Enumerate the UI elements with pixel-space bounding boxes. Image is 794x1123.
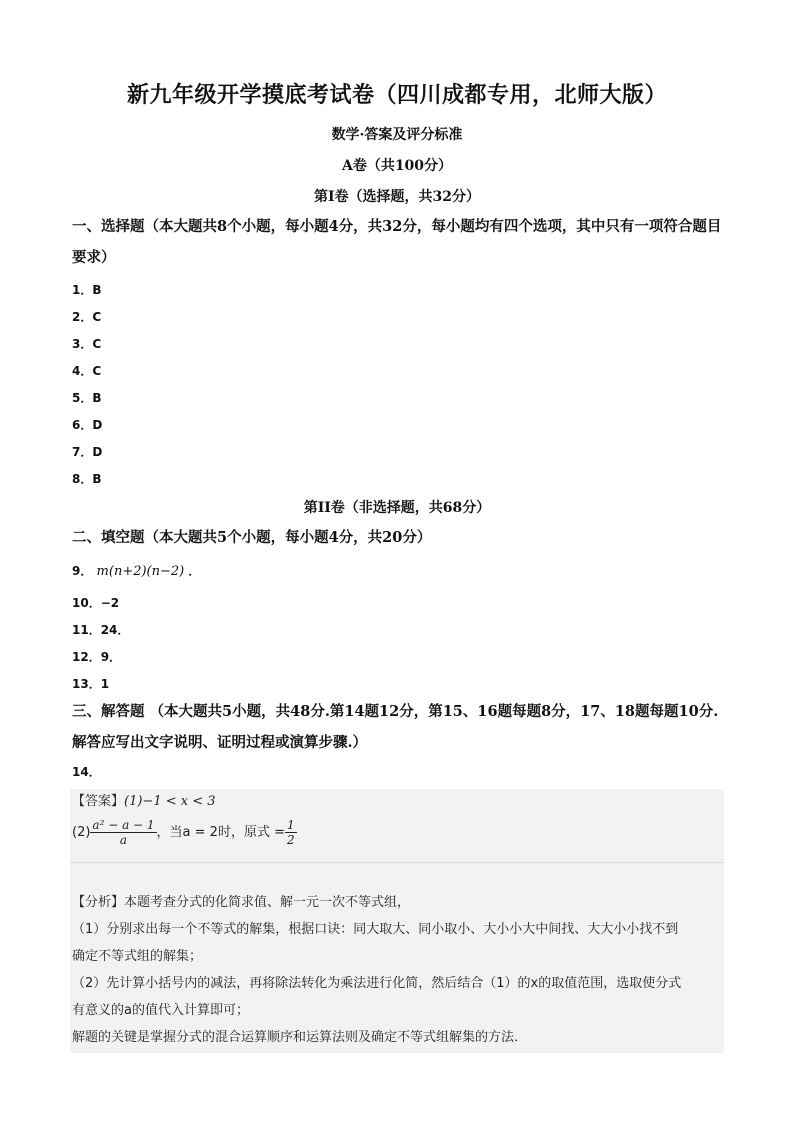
result-fraction-denominator: 2 [286,833,295,847]
fill-answer-9-expression: m(n+2)(n−2) [96,564,185,579]
fill-answer-9 [72,562,200,579]
part2-heading: 第II卷（非选择题，共68分） [303,500,491,516]
answer-fraction-numerator: a² − a − 1 [92,818,155,832]
fill-answer-10: 10．−2 [72,596,120,610]
fill-answer-9-end: ． [188,564,201,578]
choice-answer-3: 3．C [72,337,102,351]
analysis-text-1: 本题考查分式的化简求值、解一元一次不等式组， [124,895,411,910]
section2-heading: 二、填空题（本大题共5个小题，每小题4分，共20分） [72,529,432,546]
subtitle: 数学·答案及评分标准 [331,127,463,143]
answer-part2-mid: ，当a = 2时，原式 = [156,825,285,840]
answer-fraction-denominator: a [119,833,128,847]
fill-answer-11: 11．24． [72,623,130,637]
choice-answer-2: 2．C [72,310,102,324]
result-fraction-numerator: 1 [286,818,295,832]
analysis-line-5: 有意义的a的值代入计算即可； [72,1003,249,1018]
answer-part1: (1)−1 < x < 3 [124,794,216,809]
fill-answer-9-label: 9． [72,564,93,578]
analysis-line-4: （2）先计算小括号内的减法，再将除法转化为乘法进行化简，然后结合（1）的x的取值范围，选取使分式 [72,976,682,991]
choice-answer-4: 4．C [72,364,102,378]
page-title: 新九年级开学摸底考试卷（四川成都专用，北师大版） [126,82,667,108]
analysis-line-1 [72,891,722,910]
choice-answer-6: 6．D [72,418,103,432]
answer-tag: 【答案】 [72,794,125,809]
section3-heading: 三、解答题 （本大题共5小题，共48分.第14题12分，第15、16题每题8分，17、18题每题10分.解答应写出文字说明、证明过程或演算步骤.） [72,703,719,751]
analysis-tag: 【分析】 [72,895,125,910]
question-14-label: 14． [72,765,101,779]
analysis-line-2: （1）分别求出每一个不等式的解集，根据口诀：同大取大、同小取小、大小小大中间找、大大小小找不到 [72,922,679,937]
analysis-line-3: 确定不等式组的解集； [72,949,203,964]
answer-part2-prefix: (2) [72,825,91,840]
volume-a-heading: A卷（共100分） [341,158,453,174]
choice-answer-7: 7．D [72,445,103,459]
answer-line-1 [72,790,722,809]
choice-answer-5: 5．B [72,391,102,405]
section1-heading: 一、选择题（本大题共8个小题，每小题4分，共32分，每小题均有四个选项，其中只有一项符合题目要求） [72,218,722,266]
fill-answer-12: 12．9． [72,650,122,664]
box-divider [70,862,724,863]
fill-answer-13: 13．1 [72,677,110,691]
choice-answer-8: 8．B [72,472,102,486]
answer-fraction [90,818,156,847]
part1-heading: 第I卷（选择题，共32分） [313,189,481,205]
answer-line-2 [72,818,722,847]
analysis-line-6: 解题的关键是掌握分式的混合运算顺序和运算法则及确定不等式组解集的方法． [72,1030,528,1045]
result-fraction [285,818,297,847]
choice-answer-1: 1．B [72,283,102,297]
